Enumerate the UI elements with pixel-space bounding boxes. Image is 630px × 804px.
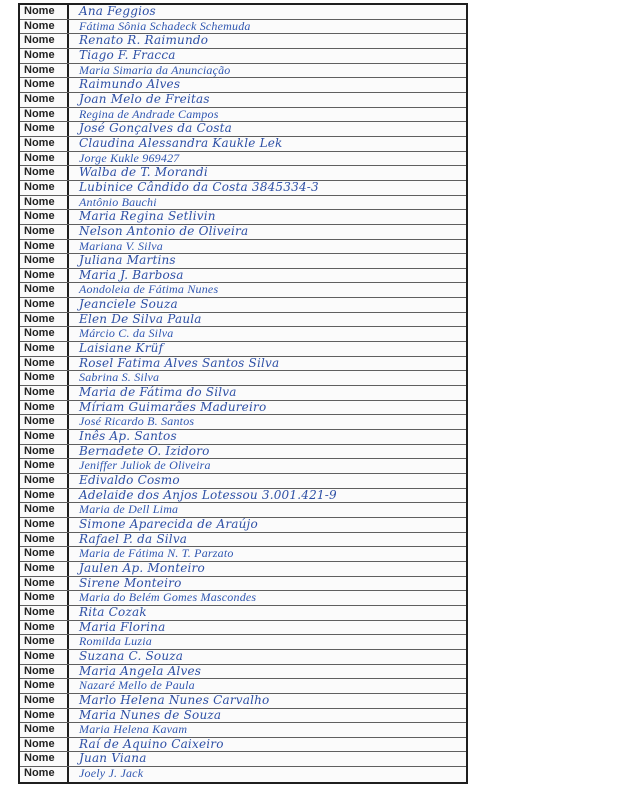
handwritten-name: José Gonçalves da Costa	[79, 122, 233, 136]
nome-label: Nome	[20, 357, 69, 371]
table-row	[20, 269, 466, 284]
table-row	[20, 64, 466, 79]
table-row	[20, 606, 466, 621]
table-row	[20, 679, 466, 694]
table-row	[20, 533, 466, 548]
nome-label: Nome	[20, 108, 69, 122]
nome-label: Nome	[20, 635, 69, 649]
table-row	[20, 738, 466, 753]
handwritten-name: Maria do Belém Gomes Mascondes	[79, 591, 257, 605]
table-row	[20, 621, 466, 636]
table-row	[20, 474, 466, 489]
handwritten-name: Maria de Dell Lima	[79, 503, 179, 517]
nome-label: Nome	[20, 210, 69, 224]
table-row	[20, 137, 466, 152]
table-row	[20, 430, 466, 445]
table-row	[20, 562, 466, 577]
table-row	[20, 547, 466, 562]
nome-label: Nome	[20, 386, 69, 400]
nome-label: Nome	[20, 474, 69, 488]
handwritten-name: Fátima Sônia Schadeck Schemuda	[79, 19, 251, 33]
handwritten-name: Nazaré Mello de Paula	[79, 679, 195, 693]
table-row	[20, 694, 466, 709]
nome-label: Nome	[20, 313, 69, 327]
table-row	[20, 225, 466, 240]
handwritten-name: Antônio Bauchi	[79, 195, 157, 209]
handwritten-name: Rafael P. da Silva	[79, 532, 188, 546]
nome-label: Nome	[20, 665, 69, 679]
nome-label: Nome	[20, 723, 69, 737]
handwritten-name: Sirene Monteiro	[79, 576, 182, 590]
nome-label: Nome	[20, 93, 69, 107]
nome-label: Nome	[20, 298, 69, 312]
table-row	[20, 665, 466, 680]
table-row	[20, 591, 466, 606]
handwritten-name: Jaulen Ap. Monteiro	[79, 561, 205, 575]
handwritten-name: Maria Florina	[79, 620, 166, 634]
nome-label: Nome	[20, 401, 69, 415]
nome-label: Nome	[20, 738, 69, 752]
handwritten-name: Maria Nunes de Souza	[79, 708, 222, 722]
handwritten-name: Maria Simaria da Anunciação	[79, 63, 231, 77]
nome-label: Nome	[20, 152, 69, 166]
nome-label: Nome	[20, 591, 69, 605]
table-row	[20, 298, 466, 313]
handwritten-name: Rosel Fatima Alves Santos Silva	[79, 356, 280, 370]
handwritten-name: Walba de T. Morandi	[79, 166, 208, 180]
nome-label: Nome	[20, 562, 69, 576]
table-row	[20, 122, 466, 137]
table-row	[20, 283, 466, 298]
handwritten-name: Suzana C. Souza	[79, 649, 184, 663]
table-row	[20, 342, 466, 357]
handwritten-name: Jeanciele Souza	[79, 298, 178, 312]
handwritten-name: Maria J. Barbosa	[79, 268, 184, 282]
nome-label: Nome	[20, 327, 69, 341]
nome-label: Nome	[20, 679, 69, 693]
handwritten-name: Maria Angela Alves	[79, 664, 202, 678]
handwritten-name: Regina de Andrade Campos	[79, 107, 219, 121]
handwritten-name: Romilda Luzia	[79, 635, 152, 649]
handwritten-name: Raí de Aquino Caixeiro	[79, 737, 224, 751]
handwritten-name: Maria Helena Kavam	[79, 723, 188, 737]
handwritten-name: Jorge Kukle 969427	[79, 151, 180, 165]
handwritten-name: Maria de Fátima do Silva	[79, 386, 237, 400]
nome-label: Nome	[20, 577, 69, 591]
handwritten-name: Renato R. Raimundo	[79, 34, 209, 48]
nome-label: Nome	[20, 518, 69, 532]
table-row	[20, 518, 466, 533]
table-row	[20, 577, 466, 592]
handwritten-name: Inês Ap. Santos	[79, 430, 177, 444]
nome-label: Nome	[20, 547, 69, 561]
nome-label: Nome	[20, 430, 69, 444]
table-row	[20, 93, 466, 108]
table-row	[20, 254, 466, 269]
table-row	[20, 357, 466, 372]
table-row	[20, 5, 466, 20]
nome-label: Nome	[20, 752, 69, 766]
table-row	[20, 489, 466, 504]
table-row	[20, 752, 466, 767]
nome-label: Nome	[20, 709, 69, 723]
handwritten-name: Sabrina S. Silva	[79, 371, 160, 385]
nome-label: Nome	[20, 34, 69, 48]
nome-label: Nome	[20, 342, 69, 356]
handwritten-name: Maria Regina Setlivin	[79, 210, 216, 224]
handwritten-name: Joely J. Jack	[79, 767, 144, 781]
table-row	[20, 152, 466, 167]
table-row	[20, 371, 466, 386]
nome-label: Nome	[20, 621, 69, 635]
handwritten-name: Simone Aparecida de Araújo	[79, 517, 258, 531]
nome-label: Nome	[20, 181, 69, 195]
nome-label: Nome	[20, 459, 69, 473]
nome-label: Nome	[20, 694, 69, 708]
handwritten-name: Nelson Antonio de Oliveira	[79, 224, 249, 238]
handwritten-name: Rita Cozak	[79, 605, 147, 619]
blank-margin	[468, 0, 630, 804]
table-row	[20, 196, 466, 211]
table-row	[20, 327, 466, 342]
nome-label: Nome	[20, 445, 69, 459]
handwritten-name: Mariana V. Silva	[79, 239, 163, 253]
table-row	[20, 166, 466, 181]
table-row	[20, 415, 466, 430]
nome-label: Nome	[20, 489, 69, 503]
table-row	[20, 78, 466, 93]
nome-label: Nome	[20, 533, 69, 547]
nome-label: Nome	[20, 371, 69, 385]
table-row	[20, 240, 466, 255]
nome-label: Nome	[20, 269, 69, 283]
table-row	[20, 635, 466, 650]
nome-label: Nome	[20, 283, 69, 297]
nome-label: Nome	[20, 122, 69, 136]
nome-label: Nome	[20, 137, 69, 151]
handwritten-name: Edivaldo Cosmo	[79, 474, 180, 487]
nome-label: Nome	[20, 78, 69, 92]
handwritten-name: Claudina Alessandra Kaukle Lek	[79, 136, 283, 150]
handwritten-name: Tiago F. Fracca	[79, 48, 176, 62]
handwritten-name: Marlo Helena Nunes Carvalho	[79, 693, 270, 707]
handwritten-name: Aondoleia de Fátima Nunes	[79, 283, 219, 297]
nome-label: Nome	[20, 5, 69, 19]
handwritten-name: Maria de Fátima N. T. Parzato	[79, 547, 234, 561]
handwritten-name: Márcio C. da Silva	[79, 327, 174, 341]
table-row	[20, 503, 466, 518]
nome-label: Nome	[20, 503, 69, 517]
handwritten-name: Elen De Silva Paula	[79, 312, 202, 326]
name-table	[18, 3, 468, 784]
table-row	[20, 459, 466, 474]
table-row	[20, 401, 466, 416]
nome-label: Nome	[20, 20, 69, 34]
handwritten-name: Juan Viana	[79, 752, 147, 766]
table-row	[20, 445, 466, 460]
table-row	[20, 313, 466, 328]
table-row	[20, 34, 466, 49]
nome-label: Nome	[20, 650, 69, 664]
table-row	[20, 767, 466, 782]
table-row	[20, 650, 466, 665]
table-row	[20, 723, 466, 738]
table-row	[20, 108, 466, 123]
nome-label: Nome	[20, 225, 69, 239]
nome-label: Nome	[20, 196, 69, 210]
table-row	[20, 386, 466, 401]
nome-label: Nome	[20, 64, 69, 78]
table-row	[20, 709, 466, 724]
nome-label: Nome	[20, 254, 69, 268]
handwritten-name: Lubinice Cândido da Costa 3845334-3	[79, 180, 319, 194]
table-row	[20, 181, 466, 196]
handwritten-name: Laisiane Krüf	[79, 342, 164, 356]
handwritten-name: Raimundo Alves	[79, 78, 181, 92]
table-row	[20, 20, 466, 35]
nome-label: Nome	[20, 606, 69, 620]
handwritten-name: José Ricardo B. Santos	[79, 415, 195, 429]
handwritten-name: Juliana Martins	[79, 254, 176, 268]
nome-label: Nome	[20, 415, 69, 429]
handwritten-name: Joan Melo de Freitas	[79, 92, 210, 106]
nome-label: Nome	[20, 49, 69, 63]
table-row	[20, 49, 466, 64]
nome-label: Nome	[20, 166, 69, 180]
handwritten-name: Adelaide dos Anjos Lotessou 3.001.421-9	[79, 488, 337, 502]
table-row	[20, 210, 466, 225]
handwritten-name: Míriam Guimarães Madureiro	[79, 400, 267, 414]
handwritten-name: Jeniffer Juliok de Oliveira	[79, 459, 211, 473]
nome-label: Nome	[20, 767, 69, 782]
handwritten-name: Bernadete O. Izidoro	[79, 444, 210, 458]
handwritten-name: Ana Feggios	[79, 5, 156, 18]
nome-label: Nome	[20, 240, 69, 254]
